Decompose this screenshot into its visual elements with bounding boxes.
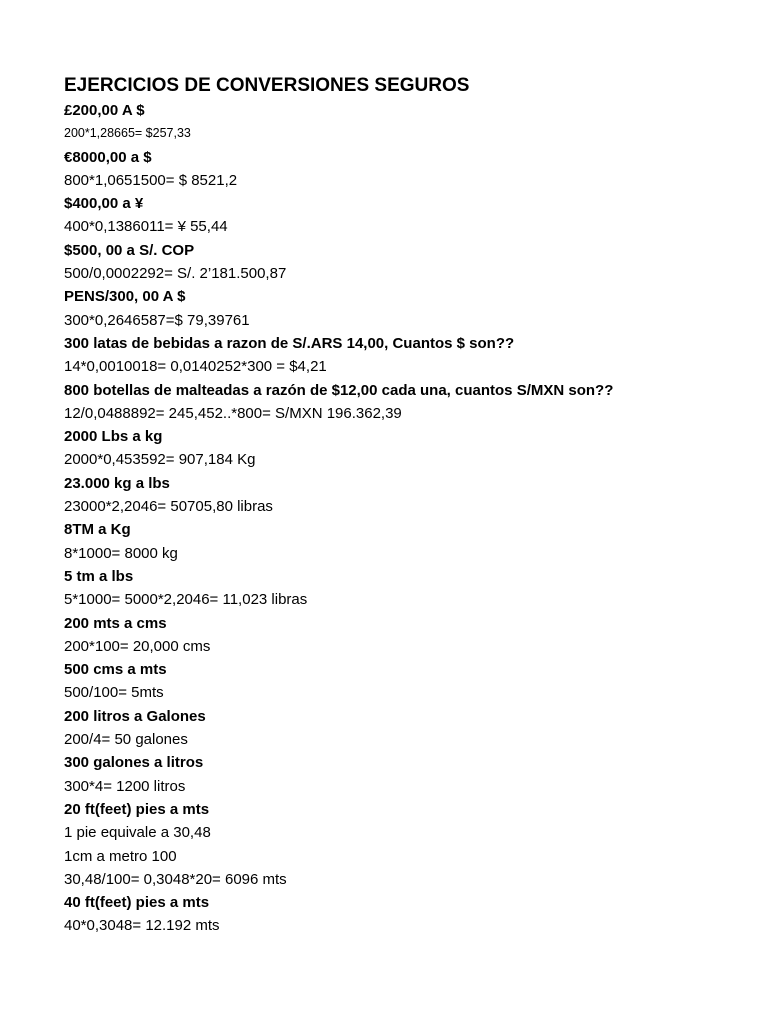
exercise-heading: 23.000 kg a lbs	[64, 474, 170, 492]
exercise-calculation: 300*0,2646587=$ 79,39761	[64, 311, 250, 329]
exercise-calculation: 500/0,0002292= S/. 2’181.500,87	[64, 265, 287, 283]
exercise-calculation: 400*0,1386011= ¥ 55,44	[64, 218, 228, 236]
exercise-heading: 500 cms a mts	[64, 661, 167, 679]
exercise-heading: £200,00 A $	[64, 102, 145, 119]
exercise-calculation: 2000*0,453592= 907,184 Kg	[64, 451, 256, 469]
exercise-calculation: 300*4= 1200 litros	[64, 777, 186, 795]
exercise-calculation: 200*100= 20,000 cms	[64, 637, 211, 655]
exercise-calculation: 5*1000= 5000*2,2046= 11,023 libras	[64, 591, 308, 609]
exercise-calculation: 1cm a metro 100	[64, 847, 177, 865]
exercise-calculation: 200*1,28665= $257,33	[64, 126, 191, 141]
exercise-heading: 20 ft(feet) pies a mts	[64, 800, 210, 818]
exercise-calculation: 800*1,0651500= $ 8521,2	[64, 171, 238, 189]
exercise-heading: $400,00 a ¥	[64, 195, 144, 213]
exercise-calculation: 8*1000= 8000 kg	[64, 544, 178, 562]
exercise-calculation: 1 pie equivale a 30,48	[64, 824, 211, 842]
exercise-heading: 5 tm a lbs	[64, 567, 134, 585]
exercise-calculation: 40*0,3048= 12.192 mts	[64, 917, 220, 935]
exercise-heading: 300 latas de bebidas a razon de S/.ARS 14,00, Cuantos $ son??	[64, 334, 515, 352]
exercise-heading: $500, 00 a S/. COP	[64, 241, 195, 259]
exercise-heading: 8TM a Kg	[64, 521, 131, 539]
exercise-heading: 2000 Lbs a kg	[64, 428, 163, 446]
exercise-heading: 300 galones a litros	[64, 754, 204, 772]
exercise-calculation: 12/0,0488892= 245,452..*800= S/MXN 196.362,39	[64, 404, 402, 422]
exercise-heading: 800 botellas de malteadas a razón de $12,00 cada una, cuantos S/MXN son??	[64, 381, 614, 399]
exercise-calculation: 500/100= 5mts	[64, 684, 164, 702]
exercise-calculation: 14*0,0010018= 0,0140252*300 = $4,21	[64, 358, 327, 376]
exercise-heading: 200 mts a cms	[64, 614, 167, 632]
exercise-heading: 200 litros a Galones	[64, 707, 206, 725]
exercise-calculation: 23000*2,2046= 50705,80 libras	[64, 498, 273, 516]
exercise-calculation: 30,48/100= 0,3048*20= 6096 mts	[64, 870, 287, 888]
exercise-heading: PENS/300, 00 A $	[64, 288, 186, 306]
exercise-calculation: 200/4= 50 galones	[64, 731, 188, 749]
document-body	[64, 99, 744, 938]
exercise-heading: €8000,00 a $	[64, 148, 152, 166]
document-title: EJERCICIOS DE CONVERSIONES SEGUROS	[64, 75, 470, 96]
exercise-heading: 40 ft(feet) pies a mts	[64, 894, 210, 912]
document-page	[64, 72, 744, 938]
